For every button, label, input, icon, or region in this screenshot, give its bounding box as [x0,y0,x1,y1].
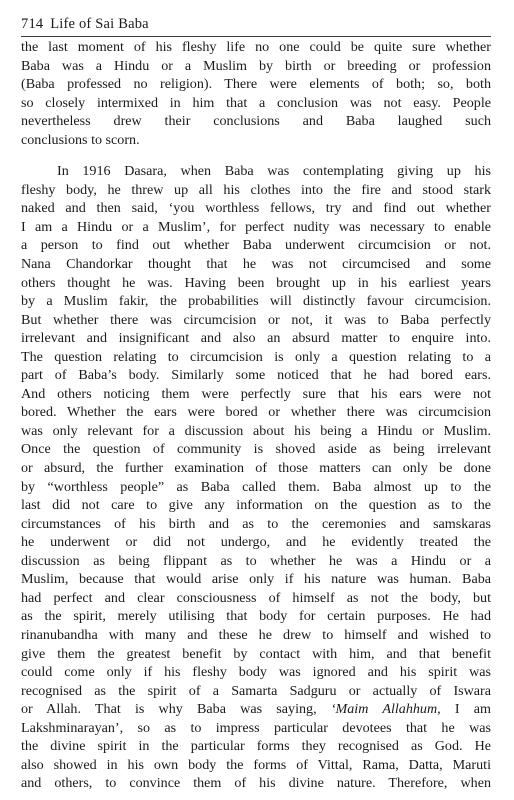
text-line: In 1916 Dasara, when Baba was contemplating giving up his [57,163,491,180]
text-line: discussion as being flippant as to whether he was a Hindu or a [21,552,491,569]
text-line: or absurd, the further examination of those matters can only be done [21,460,491,477]
text-line: nevertheless drew their conclusions and Baba laughed such [21,113,491,130]
italic-quote: ‘Maim Allahhum, [330,701,441,718]
running-header [21,14,491,37]
text-line: as the spirit, merely utilising that body for certain purposes. He had [21,608,491,625]
running-title: Life of Sai Baba [50,16,149,32]
text-line: last did not care to give any information on the question as to the [21,497,491,514]
text-line: recognised as the spirit of a Samarta Sadguru or actually of Iswara [21,682,491,699]
text-line: The question relating to circumcision is only a question relating to a [21,348,491,365]
text-line: by a Muslim fakir, the probabilities will distinctly favour circumcision. [21,293,491,310]
text-line: But whether there was circumcision or not, it was to Baba perfectly [21,311,491,328]
text-line: the divine spirit in the particular forms they recognised as God. He [21,738,491,755]
text-line: was only relevant for a discussion about his being a Hindu or Muslim. [21,422,491,439]
text-line-with-quote [21,700,491,719]
text-line: had perfect and clear consciousness of himself as not the body, but [21,589,491,606]
text-line: (Baba professed no religion). There were elements of both; so, both [21,76,491,93]
paragraph-2 [21,162,491,793]
text-line: conclusions to scorn. [21,131,140,148]
paragraph-1 [21,38,491,149]
text-line: Baba was a Hindu or a Muslim by birth or breeding or profession [21,57,491,74]
text-line: also showed in his own body the forms of Vittal, Rama, Datta, Maruti [21,756,491,773]
line-tail: I am [440,701,491,718]
text-line: fleshy body, he threw up all his clothes into the fire and stood stark [21,181,491,198]
text-line: give them the greatest benefit by contact with him, and that benefit [21,645,491,662]
text-line: naked and then said, ‘you worthless fellows, try and find out whether [21,200,491,217]
text-line: I am a Hindu or a Muslim’, for perfect nudity was necessary to enable [21,218,491,235]
text-line: the last moment of his fleshy life no one could be quite sure whether [21,39,491,55]
text-line: circumstances of his birth and as to the ceremonies and samskaras [21,515,491,532]
text-line: part of Baba’s body. Similarly some noticed that he had bored ears. [21,367,491,384]
text-line: Lakshminarayan’, so as to impress particular devotees that he was [21,719,491,736]
text-line: by “worthless people” as Baba called them. Baba almost up to the [21,478,491,495]
body-text [21,38,491,793]
page-number: 714 [21,16,44,32]
text-line: and others, to convince them of his divine nature. Therefore, when [21,775,491,792]
text-line: he underwent or did not undergo, and he evidently treated the [21,534,491,551]
text-line: could come only if his fleshy body was ignored and his spirit was [21,664,491,681]
text-line: rinanubandha with many and these he drew to himself and wished to [21,626,491,643]
text-line: And others noticing them were perfectly sure that his ears were not [21,385,491,402]
text-line: Once the question of community is shoved aside as being irrelevant [21,441,491,458]
text-line: Nana Chandorkar thought that he was not circumcised and some [21,256,491,273]
line-lead: or Allah. That is why Baba was saying, [21,701,331,718]
text-line: a person to find out whether Baba underwent circumcision or not. [21,237,491,254]
text-line: irrelevant and insignificant and also an absurd matter to enquire into. [21,330,491,347]
text-line: Muslim, because that would arise only if his nature was human. Baba [21,571,491,588]
text-line: bored. Whether the ears were bored or whether there was circumcision [21,404,491,421]
text-line: so closely intermixed in him that a conclusion was not easy. People [21,94,491,111]
text-line: others thought he was. Having been brought up in his earliest years [21,274,491,291]
